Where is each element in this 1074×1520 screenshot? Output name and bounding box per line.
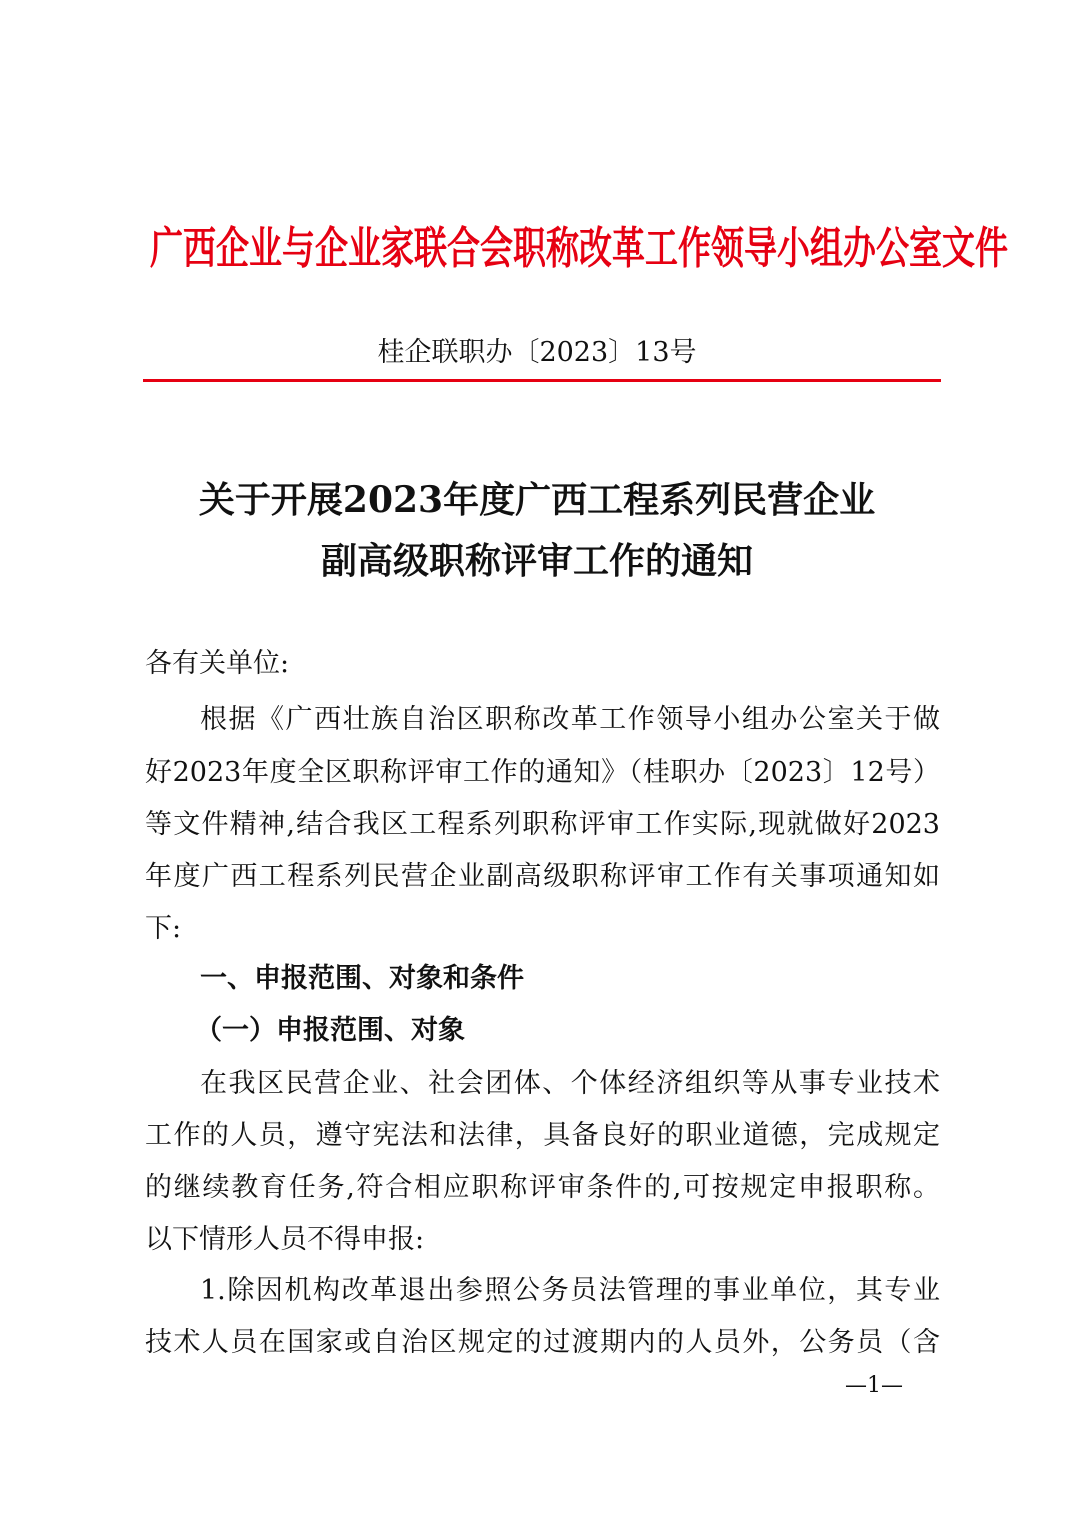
document-title-line-1: 关于开展2023年度广西工程系列民营企业 — [198, 479, 876, 521]
paragraph-line: 1.除因机构改革退出参照公务员法管理的事业单位，其专业 — [200, 1275, 940, 1306]
paragraph-line: 根据《广西壮族自治区职称改革工作领导小组办公室关于做 — [200, 704, 940, 735]
paragraph-line: 的继续教育任务,符合相应职称评审条件的,可按规定申报职称。 — [145, 1172, 940, 1203]
paragraph-line: 等文件精神,结合我区工程系列职称评审工作实际,现就做好2023 — [145, 809, 940, 840]
paragraph-line: 在我区民营企业、社会团体、个体经济组织等从事专业技术 — [200, 1068, 940, 1099]
paragraph-line: 技术人员在国家或自治区规定的过渡期内的人员外，公务员（含 — [145, 1327, 940, 1358]
subsection-heading: （一）申报范围、对象 — [195, 1015, 465, 1046]
paragraph-line: 以下情形人员不得申报: — [145, 1224, 425, 1255]
paragraph-line: 年度广西工程系列民营企业副高级职称评审工作有关事项通知如 — [145, 861, 940, 892]
paragraph-line: 下: — [145, 913, 182, 944]
paragraph-line: 工作的人员，遵守宪法和法律，具备良好的职业道德，完成规定 — [145, 1120, 940, 1151]
issuing-org-header: 广西企业与企业家联合会职称改革工作领导小组办公室文件 — [150, 223, 1008, 274]
document-number: 桂企联职办〔2023〕13号 — [377, 337, 697, 368]
document-title-line-2: 副高级职称评审工作的通知 — [320, 540, 753, 582]
red-divider — [143, 379, 941, 382]
paragraph-line: 好2023年度全区职称评审工作的通知》（桂职办〔2023〕12号） — [145, 757, 940, 788]
page-number: —1— — [845, 1373, 903, 1398]
salutation: 各有关单位: — [145, 648, 290, 679]
section-heading: 一、申报范围、对象和条件 — [200, 963, 524, 994]
